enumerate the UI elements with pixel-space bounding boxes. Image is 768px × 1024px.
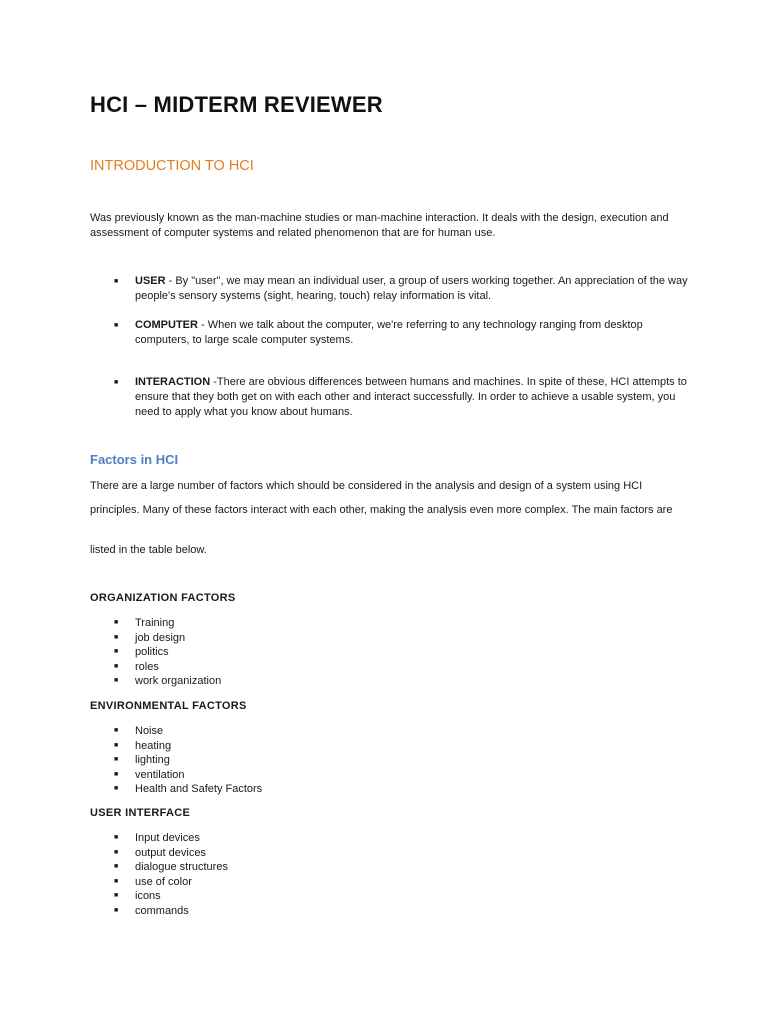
list-item: ■ icons bbox=[114, 890, 161, 902]
user-interface-list bbox=[90, 831, 228, 918]
list-item: ■ heating bbox=[114, 739, 172, 752]
definition-text: - When we talk about the computer, we're referring to any technology ranging from desktop computers, to large scale computer systems. bbox=[135, 319, 643, 346]
intro-heading: INTRODUCTION TO HCI bbox=[90, 158, 254, 174]
environmental-factors-list bbox=[90, 724, 262, 797]
bullet-icon: ■ bbox=[114, 633, 119, 641]
bullet-icon: ■ bbox=[114, 770, 119, 778]
bullet-icon: ■ bbox=[114, 892, 119, 899]
list-item: ■ politics bbox=[114, 646, 169, 658]
section-heading-environmental: ENVIRONMENTAL FACTORS bbox=[90, 700, 247, 712]
list-item: ■ Noise bbox=[114, 725, 164, 737]
page-title: HCI – MIDTERM REVIEWER bbox=[90, 92, 383, 117]
bullet-icon: ■ bbox=[114, 756, 119, 763]
definition-interaction bbox=[90, 375, 690, 420]
bullet-icon: ■ bbox=[114, 619, 119, 626]
factors-paragraph-3: listed in the table below. bbox=[90, 544, 207, 556]
list-item: ■ job design bbox=[114, 631, 186, 644]
list-item: ■ commands bbox=[114, 904, 189, 917]
list-item: ■ Input devices bbox=[114, 832, 200, 844]
factors-heading: Factors in HCI bbox=[90, 452, 179, 467]
list-item: ■ Training bbox=[114, 617, 175, 629]
definition-term: COMPUTER bbox=[135, 319, 198, 331]
bullet-icon: ■ bbox=[114, 834, 119, 841]
definition-user bbox=[90, 274, 690, 304]
list-item: ■ use of color bbox=[114, 875, 192, 888]
bullet-icon: ■ bbox=[114, 877, 119, 885]
bullet-icon: ■ bbox=[114, 278, 119, 285]
section-heading-user-interface: USER INTERFACE bbox=[90, 807, 191, 819]
bullet-icon: ■ bbox=[114, 322, 119, 329]
factors-paragraph-2: principles. Many of these factors interact with each other, making the analysis even more complex. The main factors are bbox=[90, 504, 673, 516]
definition-computer bbox=[90, 318, 690, 348]
section-heading-organization: ORGANIZATION FACTORS bbox=[90, 592, 236, 604]
list-item: ■ roles bbox=[114, 660, 159, 673]
bullet-icon: ■ bbox=[114, 741, 119, 749]
definition-term: INTERACTION bbox=[135, 376, 211, 388]
bullet-icon: ■ bbox=[114, 785, 119, 792]
bullet-icon: ■ bbox=[114, 662, 119, 670]
bullet-icon: ■ bbox=[114, 906, 119, 914]
bullet-icon: ■ bbox=[114, 648, 119, 655]
list-item: ■ ventilation bbox=[114, 768, 185, 781]
list-item: ■ output devices bbox=[114, 846, 206, 859]
bullet-icon: ■ bbox=[114, 677, 119, 684]
list-item: ■ lighting bbox=[114, 754, 170, 766]
bullet-icon: ■ bbox=[114, 727, 119, 734]
bullet-icon: ■ bbox=[114, 379, 119, 386]
definition-term: USER bbox=[135, 275, 166, 287]
list-item: ■ Health and Safety Factors bbox=[114, 783, 263, 795]
definition-text: - By "user", we may mean an individual user, a group of users working together. An appreciation of the way people's sensory systems (sight, hearing, touch) relay information is vital. bbox=[135, 275, 688, 302]
list-item: ■ dialogue structures bbox=[114, 861, 228, 873]
definition-text: -There are obvious differences between humans and machines. In spite of these, HCI attempts to ensure that they both get on with each other and interact successfully. In order to achieve a usable system, you need to apply what you know about humans. bbox=[135, 376, 687, 418]
list-item: ■ work organization bbox=[114, 675, 222, 687]
bullet-icon: ■ bbox=[114, 848, 119, 856]
organization-factors-list bbox=[90, 616, 221, 689]
factors-paragraph-1: There are a large number of factors which should be considered in the analysis and design of a system using HCI bbox=[90, 480, 643, 492]
intro-paragraph: Was previously known as the man-machine studies or man-machine interaction. It deals with the design, execution and assessment of computer systems and related phenomenon that are for human use. bbox=[90, 212, 669, 239]
bullet-icon: ■ bbox=[114, 863, 119, 870]
